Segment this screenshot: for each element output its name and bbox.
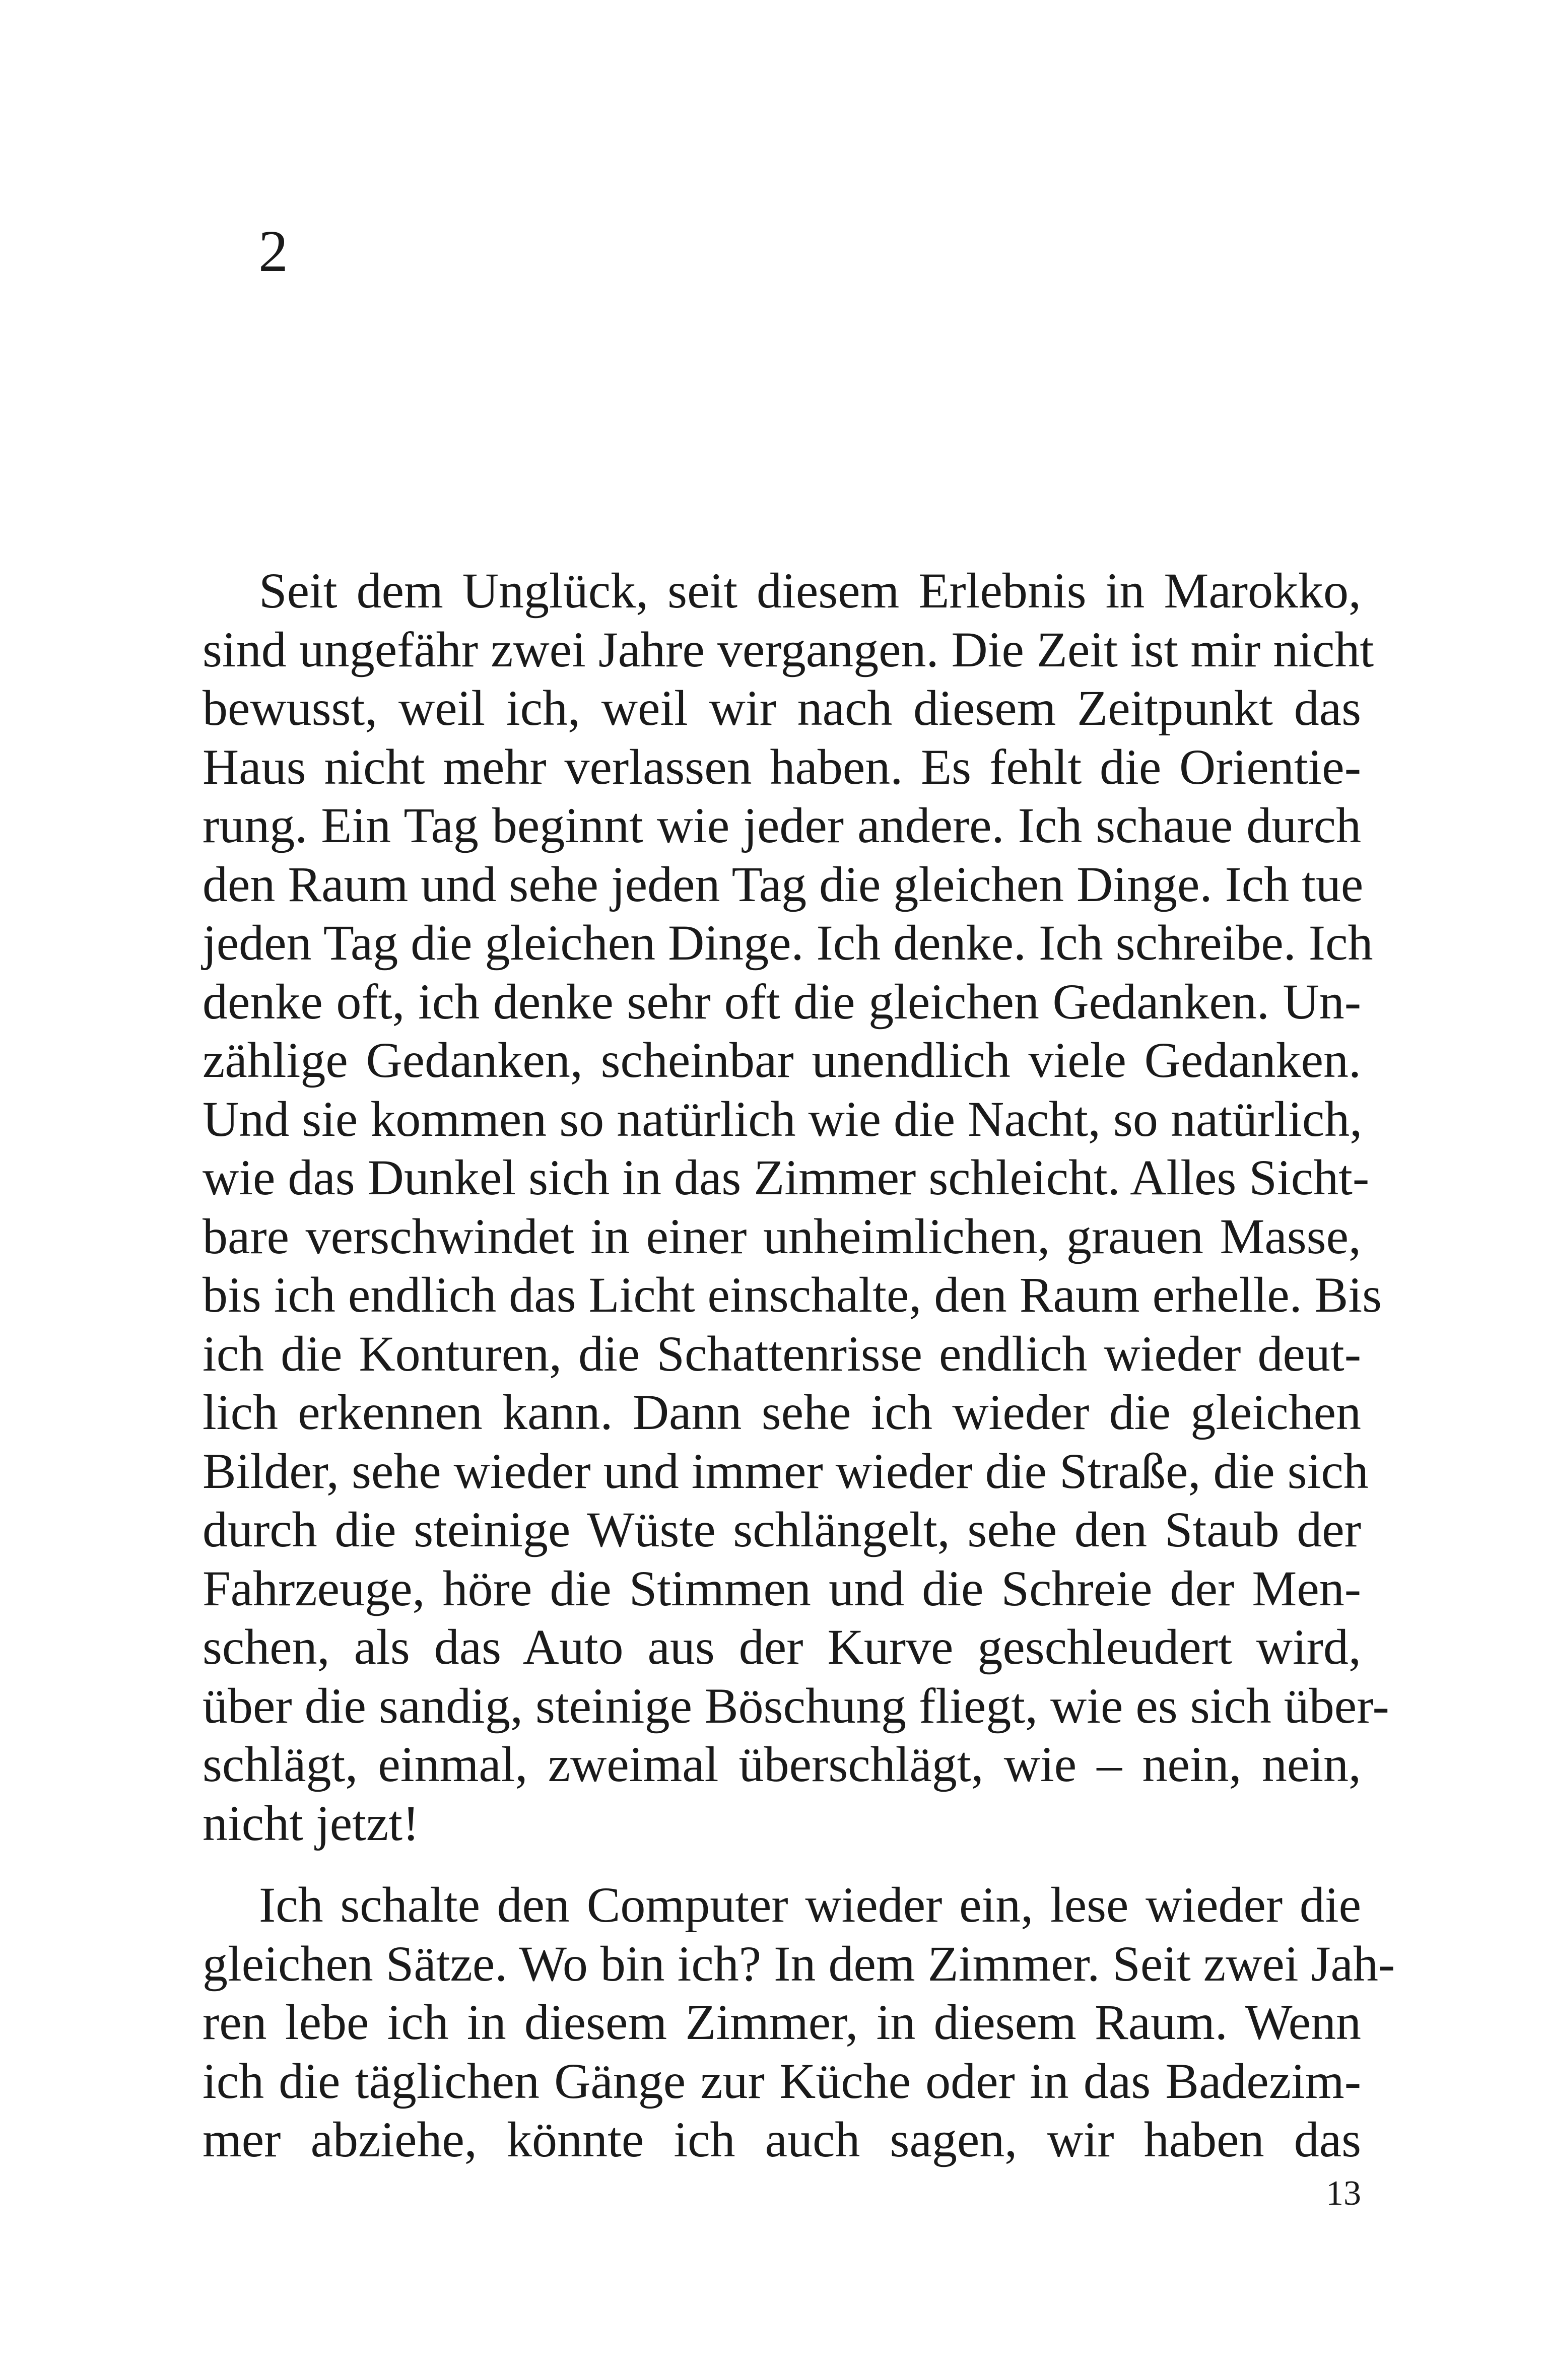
paragraph-2 (203, 1876, 1395, 2169)
text-line: lich erkennen kann. Dann sehe ich wieder die gleichen (203, 1384, 1361, 1440)
text-line: schlägt, einmal, zweimal überschlägt, wie – nein, nein, (203, 1736, 1361, 1792)
text-line: denke oft, ich denke sehr oft die gleichen Gedanken. Un- (203, 973, 1361, 1030)
text-line: Haus nicht mehr verlassen haben. Es fehlt die Orientie- (203, 738, 1361, 795)
text-line: Ich schalte den Computer wieder ein, lese wieder die (259, 1877, 1361, 1933)
text-line: ich die Konturen, die Schattenrisse endlich wieder deut- (203, 1325, 1361, 1382)
text-line: bare verschwindet in einer unheimlichen, grauen Masse, (203, 1208, 1361, 1264)
text-line: jeden Tag die gleichen Dinge. Ich denke. Ich schreibe. Ich (203, 915, 1373, 971)
text-line: schen, als das Auto aus der Kurve geschleudert wird, (203, 1619, 1361, 1675)
paragraph-spacer (203, 1853, 1361, 1876)
paragraph-1 (203, 562, 1389, 1853)
text-line: Bilder, sehe wieder und immer wieder die Straße, die sich (203, 1443, 1369, 1499)
text-line: Und sie kommen so natürlich wie die Nacht, so natürlich, (203, 1091, 1363, 1147)
text-line: mer abziehe, könnte ich auch sagen, wir haben das (203, 2112, 1361, 2167)
text-line: wie das Dunkel sich in das Zimmer schleicht. Alles Sicht- (203, 1149, 1370, 1205)
text-line: ich die täglichen Gänge zur Küche oder in das Badezim- (203, 2053, 1361, 2109)
text-line: über die sandig, steinige Böschung fliegt, wie es sich über- (203, 1677, 1389, 1734)
text-line: Fahrzeuge, höre die Stimmen und die Schreie der Men- (203, 1560, 1361, 1616)
text-line: ren lebe ich in diesem Zimmer, in diesem Raum. Wenn (203, 1994, 1361, 2050)
text-line: Seit dem Unglück, seit diesem Erlebnis in Marokko, (259, 563, 1361, 619)
body-text (203, 562, 1395, 2169)
text-line: sind ungefähr zwei Jahre vergangen. Die Zeit ist mir nicht (203, 621, 1374, 677)
text-line: gleichen Sätze. Wo bin ich? In dem Zimmer. Seit zwei Jah- (203, 1935, 1395, 1992)
text-line: zählige Gedanken, scheinbar unendlich viele Gedanken. (203, 1032, 1361, 1088)
text-line: rung. Ein Tag beginnt wie jeder andere. Ich schaue durch (203, 797, 1361, 853)
text-line: nicht jetzt! (203, 1795, 420, 1851)
text-line: durch die steinige Wüste schlängelt, sehe den Staub der (203, 1502, 1361, 1557)
chapter-number: 2 (258, 218, 288, 284)
text-line: bewusst, weil ich, weil wir nach diesem Zeitpunkt das (203, 680, 1361, 736)
page-number: 13 (1326, 2174, 1361, 2213)
text-line: bis ich endlich das Licht einschalte, den Raum erhelle. Bis (203, 1267, 1382, 1323)
text-line: den Raum und sehe jeden Tag die gleichen Dinge. Ich tue (203, 856, 1364, 912)
